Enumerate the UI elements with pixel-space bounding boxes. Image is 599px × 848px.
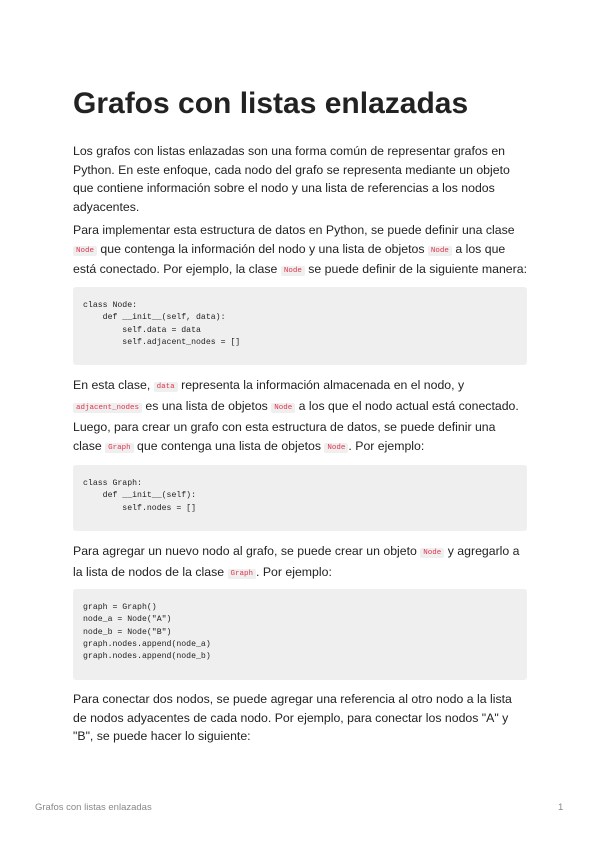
inline-code: data xyxy=(154,382,178,392)
text: se puede definir de la siguiente manera: xyxy=(304,262,528,277)
text: a los que está conectado. Por ejemplo, la clase xyxy=(73,241,506,277)
inline-code: Node xyxy=(281,266,305,276)
paragraph-graph-class xyxy=(73,418,527,457)
inline-code: Node xyxy=(73,246,97,256)
inline-code: Node xyxy=(420,548,444,558)
page-number: 1 xyxy=(558,802,564,813)
text: representa la información almacenada en el nodo, y xyxy=(177,378,465,392)
paragraph-node-class xyxy=(73,221,527,281)
code-text: graph = Graph() node_a = Node("A") node_b = Node("B") graph.nodes.append(node_a) graph.nodes.append(node_b) xyxy=(83,603,211,662)
text: Para implementar esta estructura de datos en Python, se puede definir una clase xyxy=(73,223,515,237)
text: a los que el nodo actual está conectado. xyxy=(295,398,519,413)
text: Para agregar un nuevo nodo al grafo, se puede crear un objeto xyxy=(73,544,421,558)
text: que contenga la información del nodo y una lista de objetos xyxy=(97,241,428,256)
code-block-node xyxy=(73,287,527,365)
code-text: class Graph: def __init__(self): self.nodes = [] xyxy=(83,479,197,513)
inline-code: adjacent_nodes xyxy=(73,403,142,413)
text: . Por ejemplo: xyxy=(256,564,332,579)
text: es una lista de objetos xyxy=(142,398,272,413)
paragraph-intro: Los grafos con listas enlazadas son una forma común de representar grafos en Python. En este enfoque, cada nodo del grafo se representa mediante un objeto que contiene información sobre el nodo y una lista de referencias a los nodos adyacentes. xyxy=(73,144,510,214)
inline-code: Node xyxy=(428,246,452,256)
text: Luego, para crear un grafo con esta estructura de datos, se puede definir una clase xyxy=(73,420,496,453)
code-block-add-nodes xyxy=(73,589,527,680)
code-text: class Node: def __init__(self, data): self.data = data self.adjacent_nodes = [] xyxy=(83,301,241,347)
inline-code: Node xyxy=(271,403,295,413)
paragraph-node-explanation xyxy=(73,376,527,417)
text: que contenga una lista de objetos xyxy=(133,438,325,453)
code-block-graph xyxy=(73,465,527,531)
text: y agregarlo a la lista de nodos de la clase xyxy=(73,544,520,579)
text: En esta clase, xyxy=(73,378,154,392)
paragraph-add-node xyxy=(73,542,527,583)
text: . Por ejemplo: xyxy=(348,438,425,453)
inline-code: Graph xyxy=(105,443,134,453)
paragraph-connect-nodes: Para conectar dos nodos, se puede agregar una referencia al otro nodo a la lista de nodos adyacentes de cada nodo. Por ejemplo, para conectar los nodos "A" y "B", se puede hacer lo siguiente: xyxy=(73,692,512,744)
footer-title: Grafos con listas enlazadas xyxy=(35,802,152,813)
inline-code: Graph xyxy=(228,569,257,579)
page-title: Grafos con listas enlazadas xyxy=(73,87,469,120)
inline-code: Node xyxy=(324,443,348,453)
